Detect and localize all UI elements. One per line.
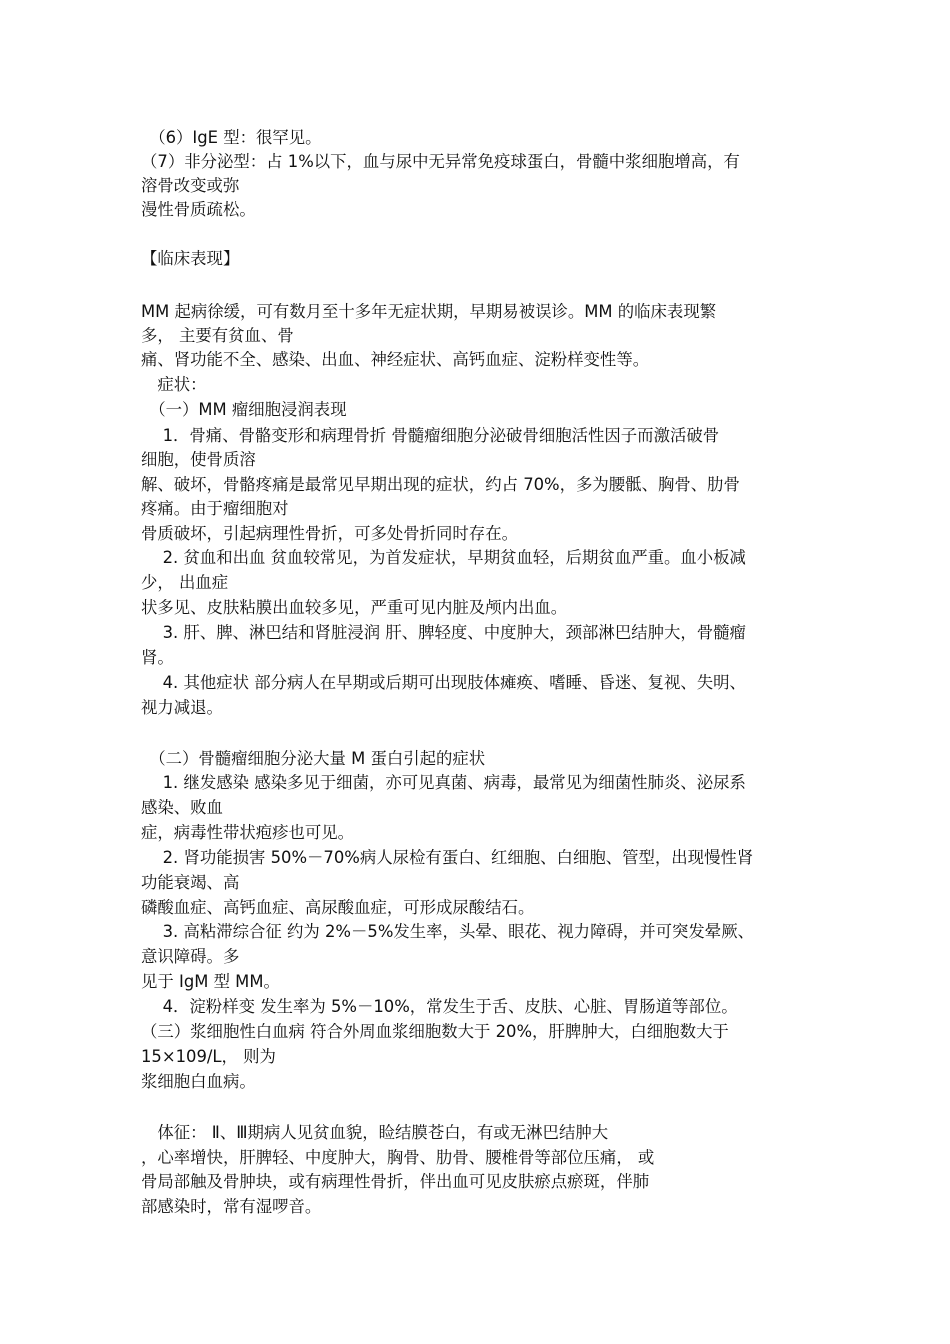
- text-line: 15×109/L， 则为: [141, 1047, 276, 1066]
- text-line: 痛、肾功能不全、感染、出血、神经症状、高钙血症、淀粉样变性等。: [141, 350, 650, 369]
- text-line: 意识障碍。多: [141, 947, 240, 966]
- text-line: 体征： Ⅱ、Ⅲ期病人见贫血貌，睑结膜苍白，有或无淋巴结肿大: [141, 1123, 609, 1142]
- text-line: 4．淀粉样变 发生率为 5%－10%，常发生于舌、皮肤、心脏、胃肠道等部位。: [141, 997, 738, 1016]
- text-line: 功能衰竭、高: [141, 873, 240, 892]
- text-line: 部感染时，常有湿啰音。: [141, 1197, 322, 1216]
- text-line: 3. 肝、脾、淋巴结和肾脏浸润 肝、脾轻度、中度肿大，颈部淋巴结肿大，骨髓瘤: [141, 623, 746, 642]
- text-line: 1. 继发感染 感染多见于细菌，亦可见真菌、病毒，最常见为细菌性肺炎、泌尿系: [141, 773, 746, 792]
- text-line: （二）骨髓瘤细胞分泌大量 M 蛋白引起的症状: [141, 749, 486, 768]
- text-line: 状多见、皮肤粘膜出血较多见，严重可见内脏及颅内出血。: [141, 598, 568, 617]
- text-line: 症状：: [141, 375, 207, 394]
- text-line: 骨局部触及骨肿块，或有病理性骨折，伴出血可见皮肤瘀点瘀斑，伴肺: [141, 1172, 650, 1191]
- text-line: ，心率增快，肝脾轻、中度肿大，胸骨、肋骨、腰椎骨等部位压痛， 或: [141, 1148, 655, 1167]
- text-line: MM 起病徐缓，可有数月至十多年无症状期，早期易被误诊。MM 的临床表现繁: [141, 302, 717, 321]
- text-line: 3. 高粘滞综合征 约为 2%－5%发生率，头晕、眼花、视力障碍，并可突发晕厥、: [141, 922, 754, 941]
- text-line: （三）浆细胞性白血病 符合外周血浆细胞数大于 20%，肝脾肿大，白细胞数大于: [141, 1022, 729, 1041]
- text-line: 细胞，使骨质溶: [141, 450, 256, 469]
- text-line: （一）MM 瘤细胞浸润表现: [141, 400, 347, 419]
- text-line: 解、破坏，骨骼疼痛是最常见早期出现的症状，约占 70%，多为腰骶、胸骨、肋骨: [141, 475, 740, 494]
- text-line: 漫性骨质疏松。: [141, 200, 256, 219]
- text-line: 磷酸血症、高钙血症、高尿酸血症，可形成尿酸结石。: [141, 898, 535, 917]
- text-line: （6）IgE 型：很罕见。: [141, 128, 322, 147]
- text-line: 肾。: [141, 648, 174, 667]
- text-line: 感染、败血: [141, 798, 223, 817]
- text-line: 浆细胞白血病。: [141, 1072, 256, 1091]
- text-line: 2. 贫血和出血 贫血较常见，为首发症状，早期贫血轻，后期贫血严重。血小板减: [141, 548, 746, 567]
- text-line: 少， 出血症: [141, 573, 229, 592]
- text-line: 4. 其他症状 部分病人在早期或后期可出现肢体瘫痪、嗜睡、昏迷、复视、失明、: [141, 673, 746, 692]
- text-line: （7）非分泌型：占 1%以下，血与尿中无异常免疫球蛋白，骨髓中浆细胞增高，有: [141, 152, 740, 171]
- section-heading: 【临床表现】: [141, 249, 240, 268]
- text-line: 视力减退。: [141, 698, 223, 717]
- text-line: 疼痛。由于瘤细胞对: [141, 499, 289, 518]
- text-line: 骨质破坏，引起病理性骨折，可多处骨折同时存在。: [141, 524, 518, 543]
- text-line: 1．骨痛、骨骼变形和病理骨折 骨髓瘤细胞分泌破骨细胞活性因子而激活破骨: [141, 426, 720, 445]
- text-line: 2. 肾功能损害 50%－70%病人尿检有蛋白、红细胞、白细胞、管型，出现慢性肾: [141, 848, 754, 867]
- text-line: 多， 主要有贫血、骨: [141, 326, 294, 345]
- text-line: 症，病毒性带状疱疹也可见。: [141, 823, 355, 842]
- text-line: 见于 IgM 型 MM。: [141, 972, 280, 991]
- text-line: 溶骨改变或弥: [141, 176, 240, 195]
